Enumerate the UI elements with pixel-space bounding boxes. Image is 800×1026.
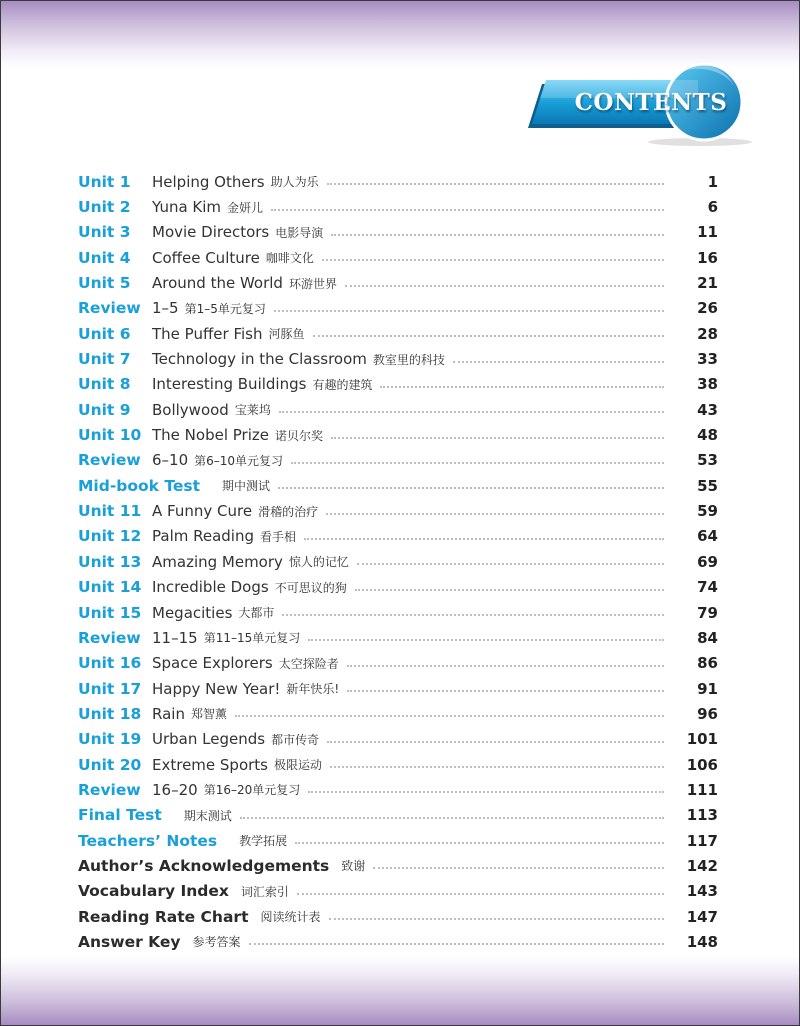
dot-leader: [249, 943, 665, 945]
toc-entry-page: 6: [707, 198, 718, 217]
toc-entry-page: 64: [697, 527, 718, 546]
toc-entry-label: Review: [78, 451, 141, 470]
toc-entry-label: Unit 12: [78, 527, 142, 546]
toc-entry-page: 84: [697, 628, 718, 647]
dot-leader: [380, 386, 664, 388]
toc-entry-label: Author’s Acknowledgements: [78, 856, 330, 875]
toc-entry-title-cn: 滑稽的治疗: [258, 504, 319, 519]
dot-leader: [297, 893, 664, 895]
toc-entry[interactable]: [78, 498, 718, 523]
toc-entry-page: 142: [686, 856, 718, 875]
toc-entry[interactable]: [78, 904, 718, 929]
toc-entry-title: Megacities: [152, 603, 233, 622]
toc-entry[interactable]: [78, 929, 718, 954]
toc-entry-title: Interesting Buildings: [152, 375, 307, 394]
toc-entry-label: Unit 20: [78, 755, 142, 774]
toc-entry-label: Unit 9: [78, 400, 131, 419]
dot-leader: [308, 791, 664, 793]
toc-entry-title: 16–20: [152, 780, 198, 799]
dot-leader: [453, 361, 664, 363]
contents-title: CONTENTS: [574, 89, 728, 116]
toc-entry-page: 48: [697, 426, 718, 445]
toc-entry-page: 11: [697, 223, 718, 242]
toc-entry-label: Unit 6: [78, 324, 131, 343]
toc-entry-title-cn: 参考答案: [192, 935, 241, 950]
dot-leader: [326, 513, 664, 515]
toc-entry-label: Unit 15: [78, 603, 142, 622]
toc-entry[interactable]: [78, 600, 718, 625]
toc-entry-title-cn: 致谢: [341, 859, 366, 874]
toc-entry-page: 55: [697, 476, 718, 495]
dot-leader: [279, 411, 664, 413]
toc-entry[interactable]: [78, 575, 718, 600]
toc-entry-title-cn: 教学拓展: [239, 834, 288, 849]
dot-leader: [357, 563, 664, 565]
toc-entry[interactable]: [78, 676, 718, 701]
toc-entry-title-cn: 有趣的建筑: [312, 377, 373, 392]
toc-entry-title-cn: 第16–20单元复习: [203, 783, 301, 798]
dot-leader: [327, 741, 664, 743]
toc-entry[interactable]: [78, 853, 718, 878]
dot-leader: [347, 690, 664, 692]
toc-entry-title-cn: 看手相: [260, 529, 297, 544]
toc-entry-page: 74: [697, 578, 718, 597]
toc-entry[interactable]: [78, 803, 718, 828]
toc-entry[interactable]: [78, 777, 718, 802]
toc-entry-label: Unit 18: [78, 704, 142, 723]
dot-leader: [313, 335, 665, 337]
toc-entry[interactable]: [78, 448, 718, 473]
toc-entry-page: 111: [686, 780, 718, 799]
dot-leader: [345, 285, 664, 287]
toc-entry[interactable]: [78, 651, 718, 676]
dot-leader: [329, 918, 665, 920]
toc-entry-label: Unit 16: [78, 654, 142, 673]
dot-leader: [271, 209, 664, 211]
toc-entry-label: Answer Key: [78, 932, 181, 951]
toc-entry-title: Amazing Memory: [152, 552, 283, 571]
toc-entry-title: Extreme Sports: [152, 755, 268, 774]
toc-entry[interactable]: [78, 270, 718, 295]
bottom-decorative-band: [0, 956, 800, 1026]
toc-entry-title-cn: 咖啡文化: [265, 251, 314, 266]
toc-entry-title: A Funny Cure: [152, 502, 253, 521]
toc-entry[interactable]: [78, 321, 718, 346]
toc-entry-title-cn: 不可思议的狗: [274, 580, 347, 595]
dot-leader: [330, 766, 664, 768]
toc-entry-title: Coffee Culture: [152, 248, 260, 267]
toc-entry-page: 59: [697, 502, 718, 521]
dot-leader: [274, 310, 664, 312]
dot-leader: [295, 842, 664, 844]
toc-entry-page: 91: [697, 679, 718, 698]
dot-leader: [331, 234, 664, 236]
toc-entry-label: Reading Rate Chart: [78, 907, 249, 926]
table-of-contents: [78, 169, 718, 955]
toc-entry-label: Unit 19: [78, 730, 142, 749]
toc-entry-title-cn: 极限运动: [274, 758, 323, 773]
toc-entry-title: Helping Others: [152, 172, 265, 191]
toc-entry-title: Happy New Year!: [152, 679, 281, 698]
toc-entry-title: Space Explorers: [152, 654, 273, 673]
toc-entry-label: Unit 17: [78, 679, 142, 698]
toc-entry-title: Around the World: [152, 274, 283, 293]
toc-entry-title-cn: 环游世界: [288, 276, 337, 291]
toc-entry[interactable]: [78, 245, 718, 270]
toc-entry-label: Unit 8: [78, 375, 131, 394]
toc-entry-label: Unit 4: [78, 248, 131, 267]
toc-entry-title-cn: 助人为乐: [270, 175, 319, 190]
toc-entry-title: Incredible Dogs: [152, 578, 269, 597]
dot-leader: [235, 715, 664, 717]
toc-entry-title-cn: 第6–10单元复习: [194, 453, 284, 468]
toc-entry[interactable]: [78, 524, 718, 549]
toc-entry[interactable]: [78, 296, 718, 321]
toc-entry-title-cn: 期中测试: [222, 479, 271, 494]
toc-entry[interactable]: [78, 549, 718, 574]
toc-entry[interactable]: [78, 422, 718, 447]
toc-entry-title-cn: 阅读统计表: [260, 910, 321, 925]
dot-leader: [331, 437, 664, 439]
toc-entry[interactable]: [78, 727, 718, 752]
toc-entry[interactable]: [78, 397, 718, 422]
toc-entry[interactable]: [78, 194, 718, 219]
toc-entry-label: Review: [78, 299, 141, 318]
toc-entry-title-cn: 郑智薰: [190, 707, 227, 722]
toc-entry-label: Mid-book Test: [78, 476, 201, 495]
toc-entry-label: Unit 7: [78, 350, 131, 369]
toc-entry-title-cn: 期末测试: [183, 808, 232, 823]
toc-entry[interactable]: [78, 372, 718, 397]
dot-leader: [304, 538, 664, 540]
toc-entry-title: Yuna Kim: [152, 198, 222, 217]
toc-entry-title-cn: 河豚鱼: [268, 327, 305, 342]
toc-entry-page: 28: [697, 324, 718, 343]
dot-leader: [278, 487, 664, 489]
toc-entry[interactable]: [78, 473, 718, 498]
toc-entry[interactable]: [78, 169, 718, 194]
toc-entry-page: 96: [697, 704, 718, 723]
toc-entry-label: Review: [78, 628, 141, 647]
toc-entry-title-cn: 第11–15单元复习: [203, 631, 301, 646]
toc-entry-label: Unit 13: [78, 552, 142, 571]
dot-leader: [355, 589, 664, 591]
dot-leader: [291, 462, 664, 464]
toc-entry-page: 43: [697, 400, 718, 419]
toc-entry-title-cn: 宝莱坞: [234, 403, 271, 418]
toc-entry[interactable]: [78, 752, 718, 777]
toc-entry-label: Final Test: [78, 806, 162, 825]
toc-entry-label: Unit 5: [78, 274, 131, 293]
toc-entry-page: 53: [697, 451, 718, 470]
toc-entry-page: 113: [686, 806, 718, 825]
toc-entry-page: 79: [697, 603, 718, 622]
dot-leader: [373, 867, 664, 869]
toc-entry-title-cn: 惊人的记忆: [288, 555, 349, 570]
toc-entry-page: 143: [686, 882, 718, 901]
toc-entry-title-cn: 金妍儿: [227, 200, 264, 215]
toc-entry-title-cn: 词汇索引: [240, 884, 289, 899]
toc-entry-page: 1: [707, 172, 718, 191]
toc-entry-page: 33: [697, 350, 718, 369]
toc-entry-title: 11–15: [152, 628, 198, 647]
toc-entry-title: The Nobel Prize: [152, 426, 269, 445]
toc-entry-title-cn: 都市传奇: [271, 732, 320, 747]
dot-leader: [322, 259, 664, 261]
toc-entry-title-cn: 教室里的科技: [372, 352, 445, 367]
toc-entry[interactable]: [78, 346, 718, 371]
toc-entry-title-cn: 太空探险者: [278, 656, 339, 671]
toc-entry-title: 6–10: [152, 451, 189, 470]
toc-entry-title-cn: 第1–5单元复习: [184, 301, 266, 316]
toc-entry-label: Unit 10: [78, 426, 142, 445]
toc-entry-page: 86: [697, 654, 718, 673]
toc-entry-label: Review: [78, 780, 141, 799]
dot-leader: [282, 614, 664, 616]
toc-entry[interactable]: [78, 220, 718, 245]
toc-entry-title-cn: 新年快乐!: [286, 682, 340, 697]
toc-entry[interactable]: [78, 879, 718, 904]
toc-entry-title: Movie Directors: [152, 223, 270, 242]
toc-entry-page: 148: [686, 932, 718, 951]
toc-entry-title: Technology in the Classroom: [152, 350, 367, 369]
toc-entry-page: 147: [686, 907, 718, 926]
toc-entry-label: Unit 14: [78, 578, 142, 597]
toc-entry-label: Vocabulary Index: [78, 882, 229, 901]
toc-entry[interactable]: [78, 701, 718, 726]
toc-entry-title: Urban Legends: [152, 730, 266, 749]
toc-entry-label: Teachers’ Notes: [78, 831, 218, 850]
toc-entry-page: 69: [697, 552, 718, 571]
dot-leader: [240, 817, 664, 819]
dot-leader: [347, 665, 664, 667]
toc-entry-title: 1–5: [152, 299, 179, 318]
dot-leader: [327, 183, 664, 185]
toc-entry-page: 101: [686, 730, 718, 749]
toc-entry-title: Rain: [152, 704, 185, 723]
toc-entry-page: 21: [697, 274, 718, 293]
toc-entry-label: Unit 2: [78, 198, 131, 217]
toc-entry-title: Palm Reading: [152, 527, 254, 546]
toc-entry-title: Bollywood: [152, 400, 229, 419]
contents-banner: [520, 58, 760, 148]
toc-entry-label: Unit 1: [78, 172, 131, 191]
toc-entry-page: 16: [697, 248, 718, 267]
toc-entry-title-cn: 电影导演: [275, 225, 324, 240]
toc-entry-title: The Puffer Fish: [152, 324, 263, 343]
dot-leader: [308, 639, 664, 641]
toc-entry[interactable]: [78, 625, 718, 650]
toc-entry-title-cn: 大都市: [238, 606, 275, 621]
toc-entry-page: 106: [686, 755, 718, 774]
toc-entry-label: Unit 3: [78, 223, 131, 242]
toc-entry-page: 117: [686, 831, 718, 850]
toc-entry[interactable]: [78, 828, 718, 853]
toc-entry-title-cn: 诺贝尔奖: [274, 428, 323, 443]
toc-entry-label: Unit 11: [78, 502, 142, 521]
toc-entry-page: 26: [697, 299, 718, 318]
toc-entry-page: 38: [697, 375, 718, 394]
